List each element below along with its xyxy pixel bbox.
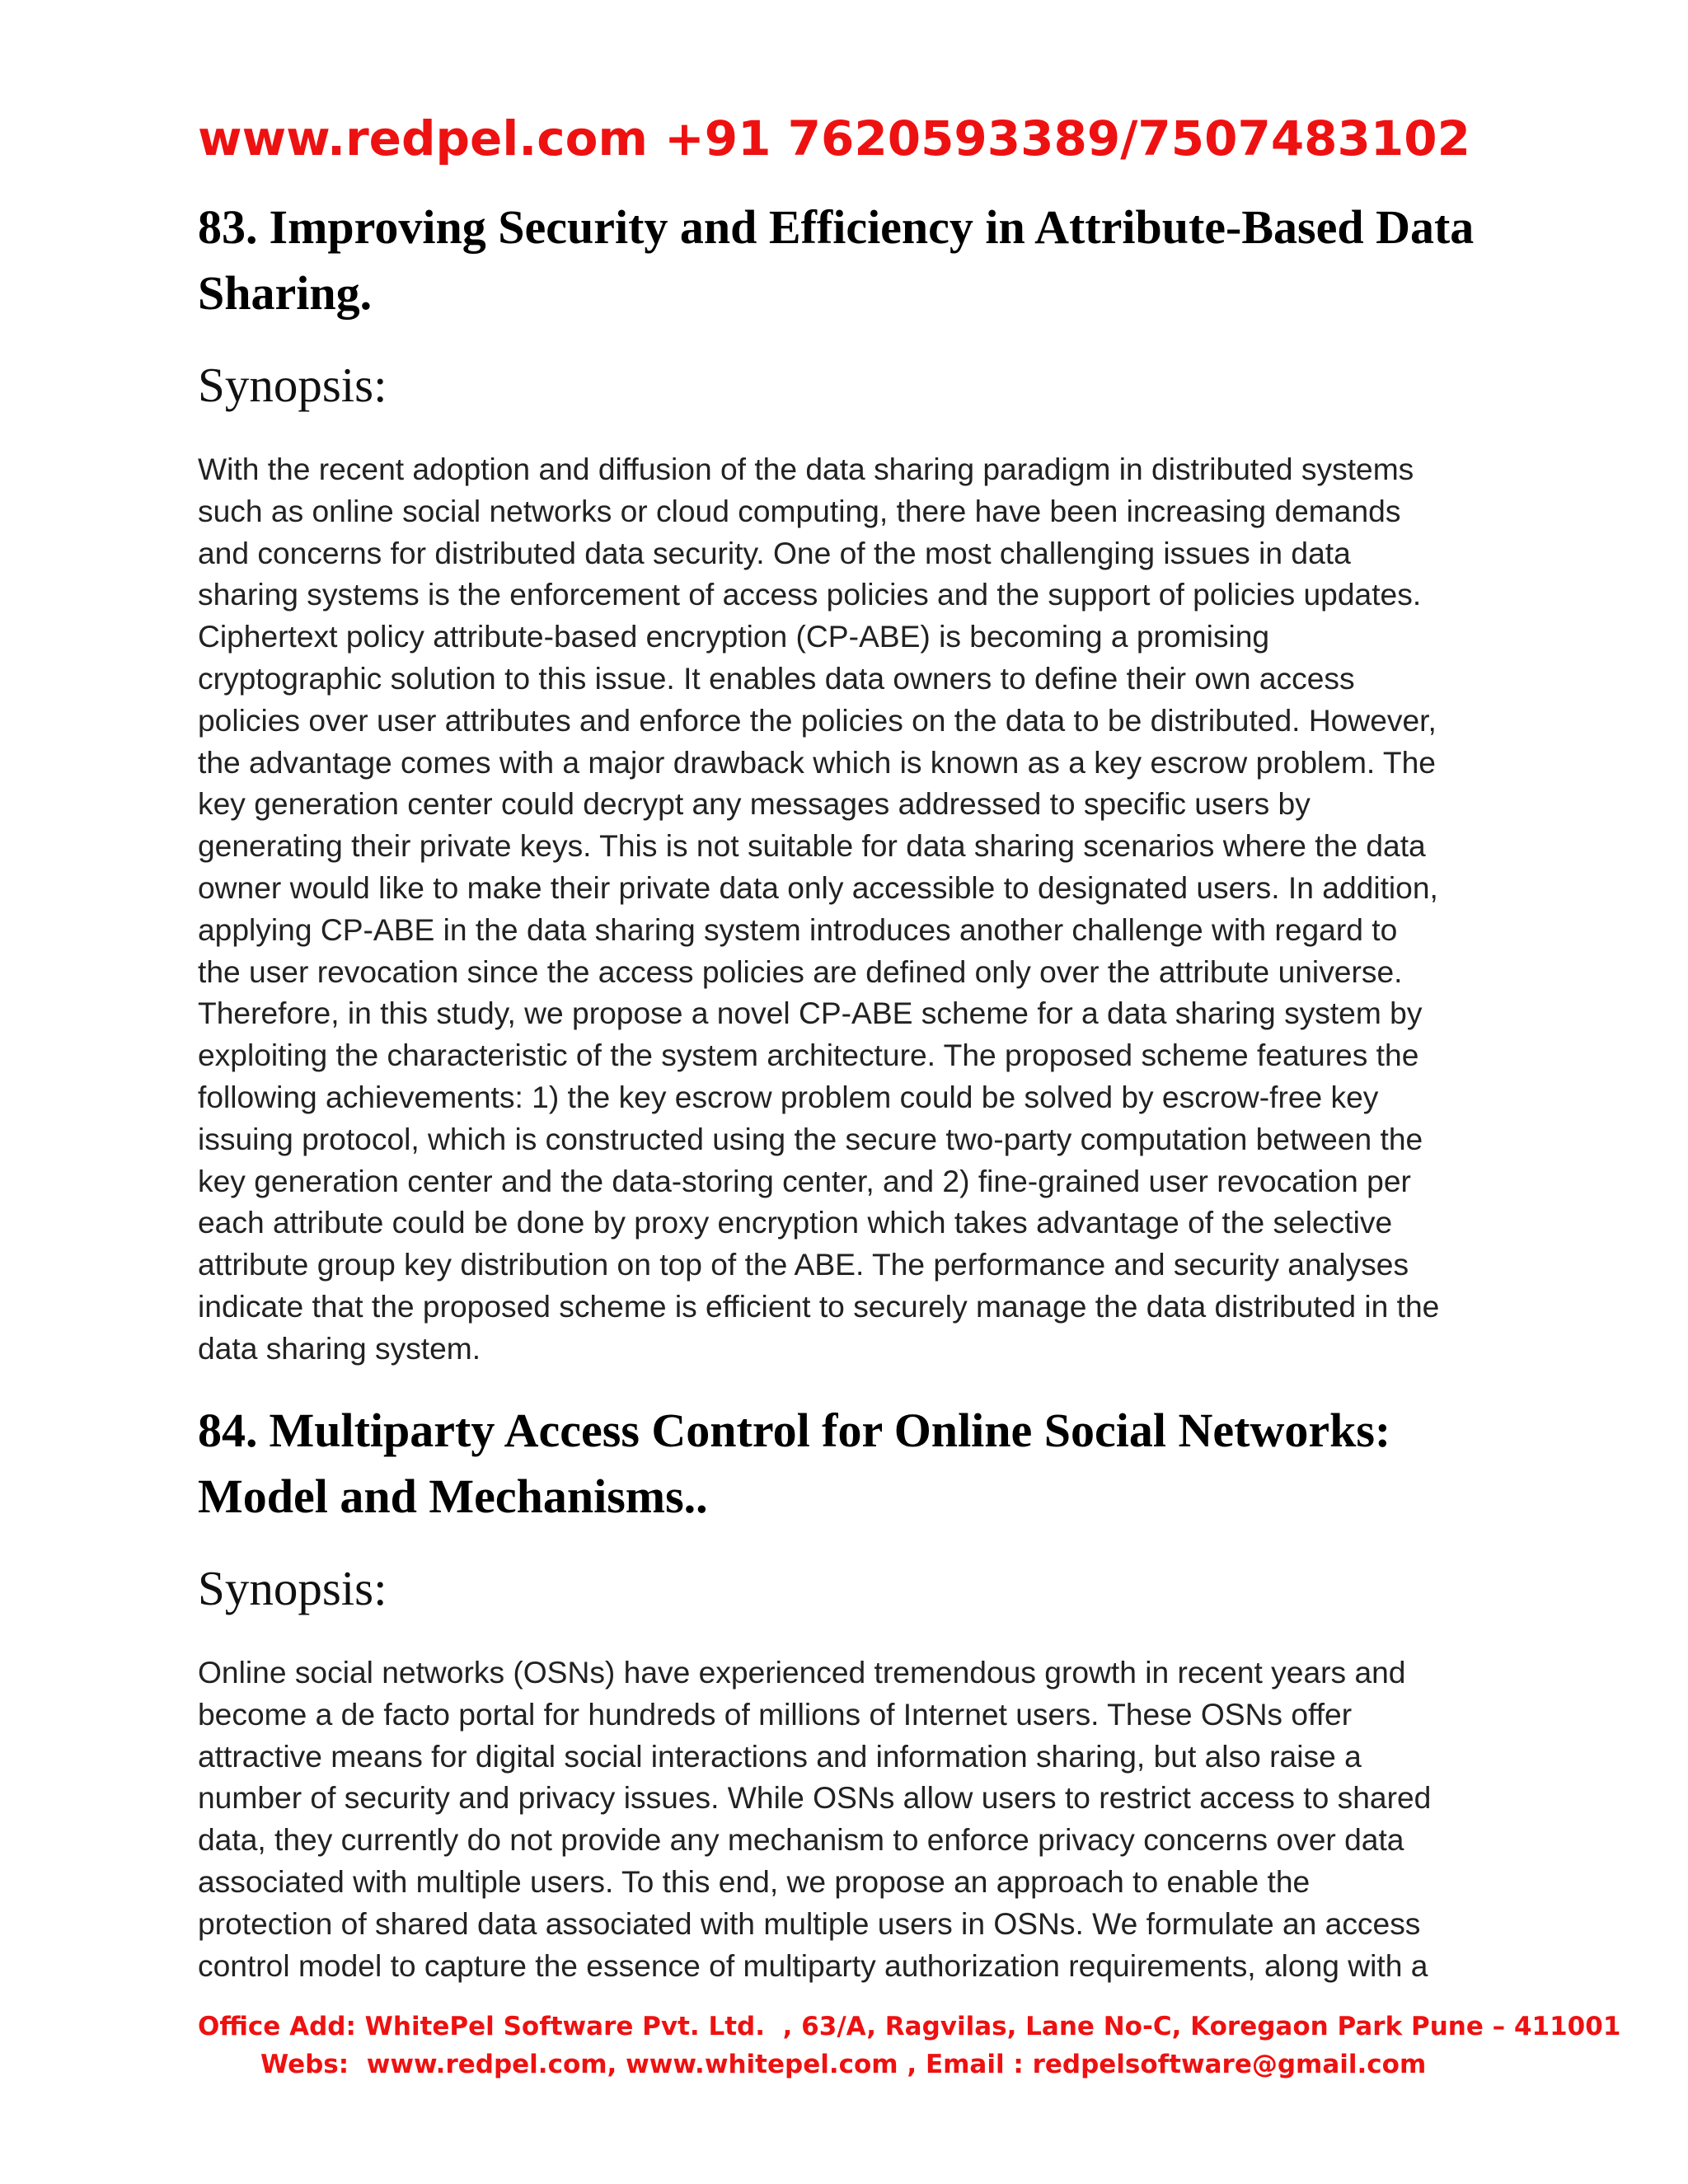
item-83-title [198, 194, 1517, 326]
contact-header: www.redpel.com +91 7620593389/7507483102 [198, 110, 1470, 166]
item-84-number: 84. [198, 1404, 258, 1457]
item-83-title-text: Improving Security and Efficiency in Attribute-Based Data Sharing. [198, 200, 1475, 320]
footer-webs-email: Webs: www.redpel.com, www.whitepel.com , Email : redpelsoftware@gmail.com [260, 2050, 1427, 2079]
item-84-synopsis-label: Synopsis: [198, 1561, 387, 1615]
item-83-number: 83. [198, 200, 258, 254]
footer-office-address: Office Add: WhitePel Software Pvt. Ltd. , 63/A, Ragvilas, Lane No-C, Koregaon Park Pune – 411001 [198, 2012, 1621, 2041]
item-84-synopsis-body: Online social networks (OSNs) have experienced tremendous growth in recent years and become a de facto portal for hundreds of millions of Internet users. These OSNs offer attractive means for digital social interactions and information sharing, but also raise a number of security and privacy issues. While OSNs allow users to restrict access to shared data, they currently do not provide any mechanism to enforce privacy concerns over data associated with multiple users. To this end, we propose an approach to enable the protection of shared data associated with multiple users in OSNs. We formulate an access control model to capture the essence of multiparty authorization requirements, along with a [198, 1655, 1432, 1983]
item-84-title-text: Multiparty Access Control for Online Social Networks: Model and Mechanisms.. [198, 1404, 1391, 1523]
item-84-title [198, 1398, 1517, 1530]
item-83-synopsis-body: With the recent adoption and diffusion of the data sharing paradigm in distributed systems such as online social networks or cloud computing, there have been increasing demands and concerns for distributed data security. One of the most challenging issues in data sharing systems is the enforcement of access policies and the support of policies updates. Ciphertext policy attribute-based encryption (CP-ABE) is becoming a promising cryptographic solution to this issue. It enables data owners to define their own access policies over user attributes and enforce the policies on the data to be distributed. However, the advantage comes with a major drawback which is known as a key escrow problem. The key generation center could decrypt any messages addressed to specific users by generating their private keys. This is not suitable for data sharing scenarios where the data owner would like to make their private data only accessible to designated users. In addition, applying CP-ABE in the data sharing system introduces another challenge with regard to the user revocation since the access policies are defined only over the attribute universe. Therefore, in this study, we propose a novel CP-ABE scheme for a data sharing system by exploiting the characteristic of the system architecture. The proposed scheme features the following achievements: 1) the key escrow problem could be solved by escrow-free key issuing protocol, which is constructed using the secure two-party computation between the key generation center and the data-storing center, and 2) fine-grained user revocation per each attribute could be done by proxy encryption which takes advantage of the selective attribute group key distribution on top of the ABE. The performance and security analyses indicate that the proposed scheme is efficient to securely manage the data distributed in the data sharing system. [198, 452, 1440, 1366]
item-83-synopsis-label: Synopsis: [198, 358, 387, 412]
